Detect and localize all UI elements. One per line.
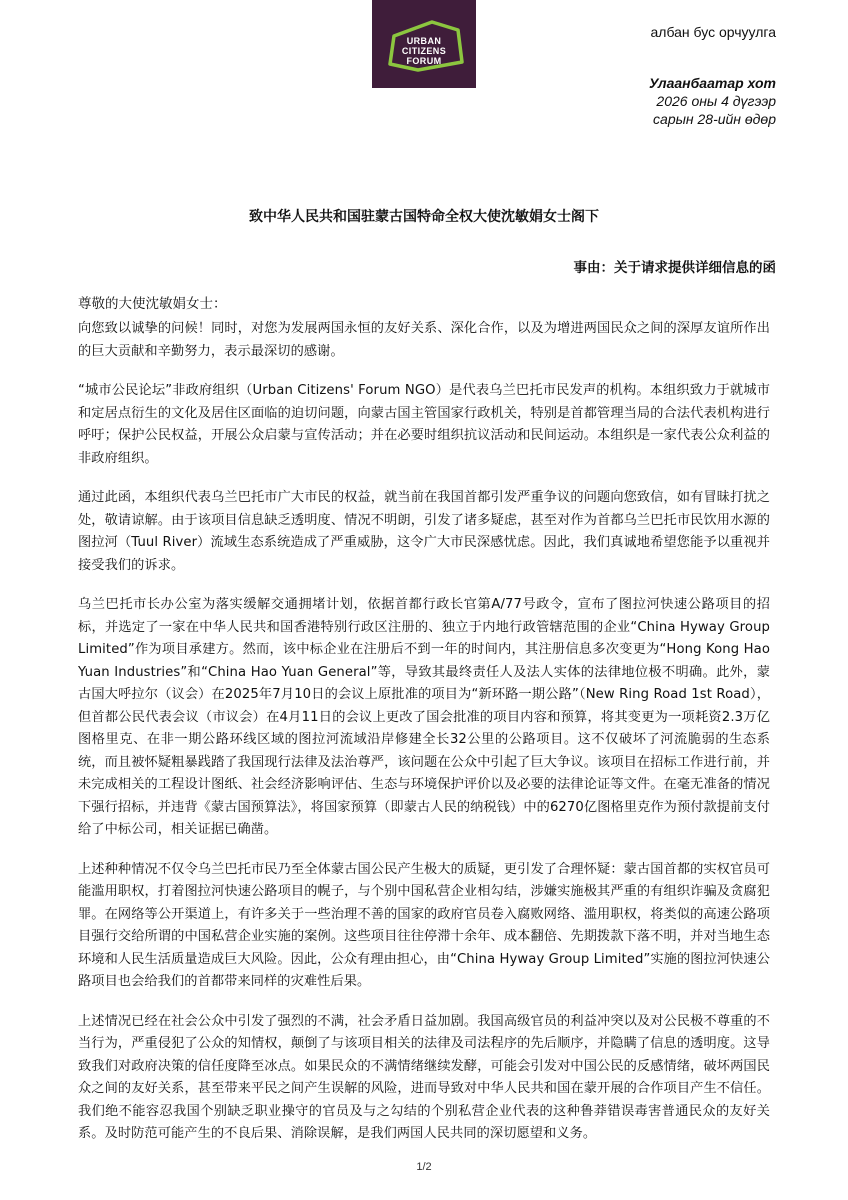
body-paragraph: 上述种种情况不仅令乌兰巴托市民乃至全体蒙古国公民产生极大的质疑，更引发了合理怀疑：蒙古国首都的实权官员可能滥用职权，打着图拉河快速公路项目的幌子，与个别中国私营企业相勾结，涉嫌实施极其严重的有组织诈骗及贪腐犯罪。在网络等公开渠道上，有许多关于一些治理不善的国家的政府官员卷入腐败网络、滥用职权，将类似的高速公路项目强行交给所谓的中国私营企业实施的案例。这些项目往往停滞十余年、成本翻倍、先期拨款下落不明，并对当地生态环境和人民生活质量造成巨大风险。因此，公众有理由担心，由“China Hyway Group Limited”实施的图拉河快速公路项目也会给我们的首都带来同样的灾难性后果。 — [78, 861, 770, 989]
body-paragraph: 通过此函，本组织代表乌兰巴托市广大市民的权益，就当前在我国首都引发严重争议的问题向您致信，如有冒昧打扰之处，敬请谅解。由于该项目信息缺乏透明度、情况不明朗，引发了诸多疑虑，甚至对作为首都乌兰巴托市民饮用水源的图拉河（Tuul River）流域生态系统造成了严重威胁，这令广大市民深感忧虑。因此，我们真诚地希望您能予以重视并接受我们的诉求。 — [78, 490, 770, 573]
body-paragraph: “城市公民论坛”非政府组织（Urban Citizens' Forum NGO）是代表乌兰巴托市民发声的机构。本组织致力于就城市和定居点衍生的文化及居住区面临的迫切问题，向蒙古国主管国家行政机关，特别是首都管理当局的合法代表机构进行呼吁；保护公民权益，开展公众启蒙与宣传活动；并在必要时组织抗议活动和民间运动。本组织是一家代表公众利益的非政府组织。 — [78, 383, 770, 466]
date-line: сарын 28-ийн өдөр — [653, 111, 776, 127]
letter-title: 致中华人民共和国驻蒙古国特命全权大使沈敏娟女士阁下 — [249, 209, 599, 225]
translation-note: албан бус орчуулга — [650, 24, 776, 40]
logo-line: FORUM — [406, 56, 442, 66]
urban-citizens-forum-logo — [372, 0, 476, 88]
body-paragraph: 上述情况已经在社会公众中引发了强烈的不满，社会矛盾日益加剧。我国高级官员的利益冲突以及对公民极不尊重的不当行为，严重侵犯了公众的知情权，颠倒了与该项目相关的法律及司法程序的先后顺序，并隐瞒了信息的透明度。这导致我们对政府决策的信任度降至冰点。如果民众的不满情绪继续发酵，可能会引发对中国公民的反感情绪，破坏两国民众之间的友好关系，甚至带来平民之间产生误解的风险，进而导致对中华人民共和国在蒙开展的合作项目产生不信任。我们绝不能容忍我国个别缺乏职业操守的官员及与之勾结的个别私营企业代表的这种鲁莽错误毒害普通民众的友好关系。及时防范可能产生的不良后果、消除误解，是我们两国人民共同的深切愿望和义务。 — [78, 1013, 770, 1141]
place-and-date — [649, 74, 776, 128]
date-line: 2026 оны 4 дүгээр — [656, 93, 776, 109]
salutation: 尊敬的大使沈敏娟女士： — [78, 296, 227, 312]
page-number: 1/2 — [416, 1161, 432, 1173]
letter-body — [78, 318, 770, 1163]
city-name: Улаанбаатар хот — [648, 75, 776, 91]
logo-line: URBAN — [406, 36, 442, 46]
letter-subject: 事由：关于请求提供详细信息的函 — [573, 260, 776, 276]
body-paragraph: 向您致以诚挚的问候！同时，对您为发展两国永恒的友好关系、深化合作，以及为增进两国民众之间的深厚友谊所作出的巨大贡献和辛勤努力，表示最深切的感谢。 — [78, 321, 770, 359]
logo-line: CITIZENS — [401, 46, 447, 56]
logo-wordmark — [372, 36, 476, 66]
body-paragraph: 乌兰巴托市长办公室为落实缓解交通拥堵计划，依据首都行政长官第A/77号政令，宣布了图拉河快速公路项目的招标，并选定了一家在中华人民共和国香港特别行政区注册的、独立于内地行政管辖范围的企业“China Hyway Group Limited”作为项目承建方。然而，该中标企业在注册后不到一年的时间内，其注册信息多次变更为“Hong Kong Hao Yuan Industries”和“China Hao Yuan General”等，导致其最终责任人及法人实体的法律地位极不明确。此外，蒙古国大呼拉尔（议会）在2025年7月10日的会议上原批准的项目为“新环路一期公路”（New Ring Road 1st Road），但首都公民代表会议（市议会）在4月11日的会议上更改了国会批准的项目内容和预算，将其变更为一项耗资2.3万亿图格里克、在非一期公路环线区域的图拉河流域沿岸修建全长32公里的公路项目。这不仅破坏了河流脆弱的生态系统，而且被怀疑粗暴践踏了我国现行法律及法治尊严，该问题在公众中引起了巨大争议。该项目在招标工作进行前，并未完成相关的工程设计图纸、社会经济影响评估、生态与环境保护评价以及必要的法律论证等文件。在毫无准备的情况下强行招标，并违背《蒙古国预算法》，将国家预算（即蒙古人民的纳税钱）中的6270亿图格里克作为预付款提前支付给了中标公司，相关证据已确凿。 — [78, 597, 770, 837]
